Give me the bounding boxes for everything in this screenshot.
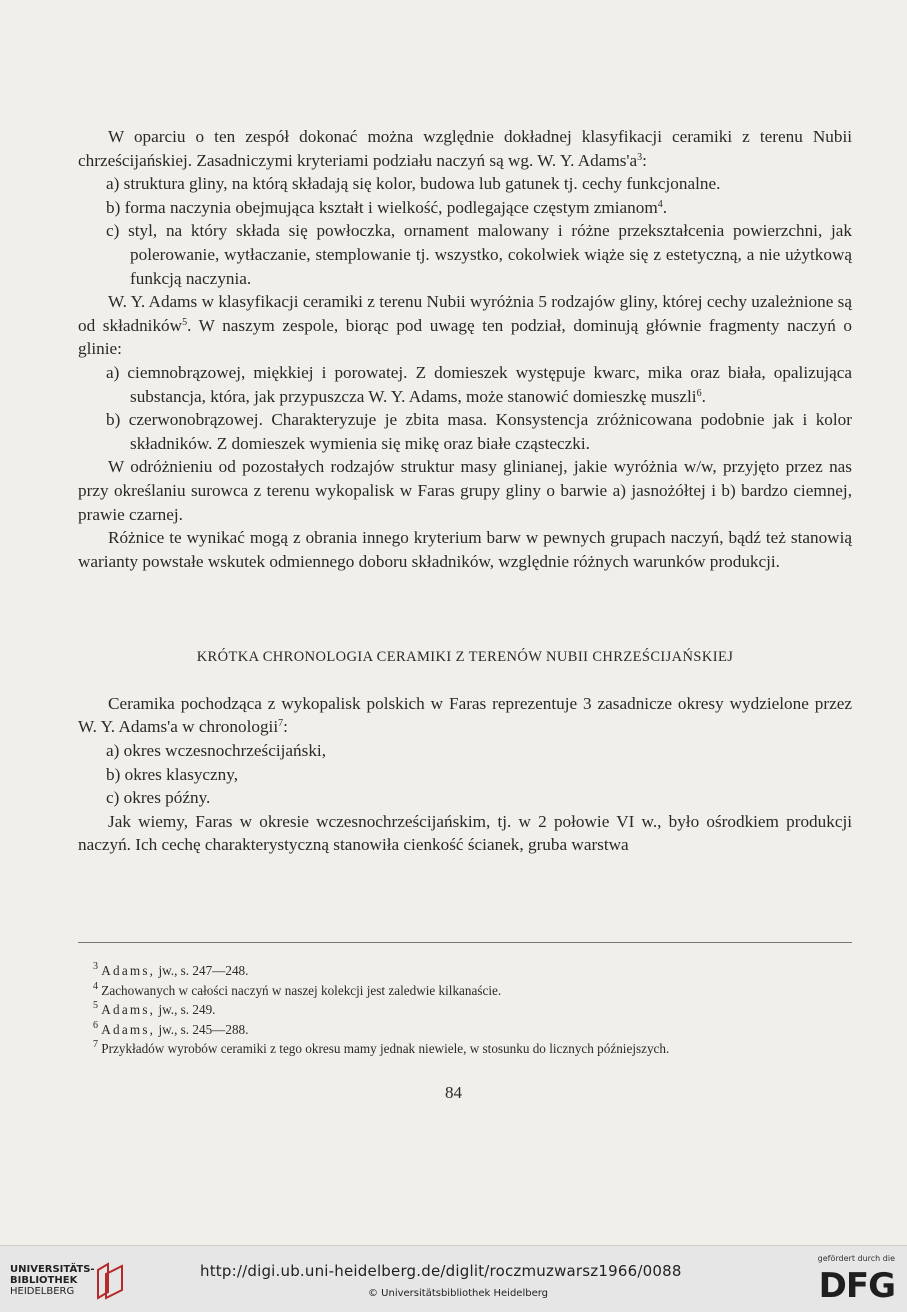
footnote: $^4$ Zachowanych w całości naczyń w naszej kolekcji jest zaledwie kilkanaście. — [93, 980, 502, 998]
permalink-url[interactable]: http://digi.ub.uni-heidelberg.de/diglit/roczmuzwarsz1966/0088 — [200, 1262, 682, 1280]
footnote-ref[interactable]: 5 — [182, 316, 188, 328]
footnotes — [78, 961, 868, 1059]
dfg-logo: DFG — [818, 1266, 895, 1306]
footnote-ref[interactable]: 6 — [696, 387, 702, 399]
footnote-ref[interactable]: 7 — [278, 718, 284, 730]
paragraph: Różnice te wynikać mogą z obrania innego kryterium barw w pewnych grupach naczyń, bądź też stanowią warianty powstałe wskutek odmiennego doboru składników, względnie różnych warunków produkcji. — [78, 528, 852, 571]
paragraph: W. Y. Adams w klasyfikacji ceramiki z terenu Nubii wyróżnia 5 rodzajów gliny, której cechy uzależnione są od składników$^5$. W naszym zespole, biorąc pod uwagę ten podział, dominują głównie fragmenty naczyń o glinie: — [78, 292, 853, 359]
footnote-number: 5 — [93, 1000, 98, 1012]
footnote-number: 7 — [93, 1039, 98, 1051]
paragraph: b) forma naczynia obejmująca kształt i wielkość, podlegające częstym zmianom$^4$. — [106, 197, 667, 217]
footnote-divider — [78, 942, 852, 943]
footnote-author: Adams, — [101, 1002, 156, 1018]
paragraph: Ceramika pochodząca z wykopalisk polskich w Faras reprezentuje 3 zasadnicze okresy wydzielone przez W. Y. Adams'a w chronologii$^7$: — [78, 693, 852, 737]
funding-caption: gefördert durch die — [817, 1254, 895, 1263]
footnote-author: Adams, — [101, 1021, 156, 1037]
paragraph: a) okres wczesnochrześcijański, — [106, 741, 326, 761]
footnote-ref[interactable]: 3 — [637, 151, 643, 163]
paragraph: Jak wiemy, Faras w okresie wczesnochrześcijańskim, tj. w 2 połowie VI w., było ośrodkiem produkcji naczyń. Ich cechę charakterystyczną stanowiła cienkość ścianek, gruba warstwa — [78, 811, 852, 855]
footnote: $^3$ Adams, jw., s. 247—248. — [93, 961, 249, 978]
footnote-number: 6 — [93, 1019, 98, 1031]
paragraph: a) struktura gliny, na którą składają się kolor, budowa lub gatunek tj. cechy funkcjonalne. — [106, 174, 721, 194]
paragraph: c) okres późny. — [106, 788, 211, 808]
copyright-notice: © Universitätsbibliothek Heidelberg — [368, 1288, 549, 1299]
library-name: UNIVERSITÄTS- BIBLIOTHEK HEIDELBERG — [10, 1264, 95, 1297]
library-logo-icon — [92, 1260, 128, 1300]
footnote: $^5$ Adams, jw., s. 249. — [93, 1000, 216, 1018]
footnote-author: Adams, — [101, 963, 156, 978]
footnote-ref[interactable]: 4 — [657, 198, 663, 210]
paragraph: b) czerwonobrązowej. Charakteryzuje je zbita masa. Konsystencja zróżnicowana podobnie jak i kolor składników. Z domieszek wymienia się mikę oraz białe cząsteczki. — [106, 410, 852, 453]
viewer-footer — [0, 1245, 907, 1312]
paragraph: W oparciu o ten zespół dokonać można względnie dokładnej klasyfikacji ceramiki z terenu Nubii chrześcijańskiej. Zasadniczymi kryteriami podziału naczyń są wg. W. Y. $Adams'a^3$: — [78, 127, 852, 170]
footnote: $^7$ Przykładów wyrobów ceramiki z tego okresu mamy jednak niewiele, w stosunku do licznych późniejszych. — [93, 1039, 670, 1057]
paragraph: a) ciemnobrązowej, miękkiej i porowatej. Z domieszek występuje kwarc, mika oraz biała, opalizująca substancja, która, jak przypuszcza W. Y. Adams, może stanowić domieszkę muszli$^6$. — [106, 362, 852, 406]
paragraph: b) okres klasyczny, — [106, 764, 239, 784]
paragraph: c) styl, na który składa się powłoczka, ornament malowany i różne przekształcenia powierzchni, jak polerowanie, wytłaczanie, stemplowanie tj. wszystko, cokolwiek wiąże się z estetyczną, a nie użytkową funkcją naczynia. — [106, 221, 852, 288]
section-heading: KRÓTKA CHRONOLOGIA CERAMIKI Z TERENÓW NUBII CHRZEŚCIJAŃSKIEJ — [196, 649, 734, 666]
footnote-number: 3 — [93, 961, 98, 972]
footnote: $^6$ Adams, jw., s. 245—288. — [93, 1019, 249, 1037]
body-text — [78, 125, 852, 857]
page-number: 84 — [445, 1083, 462, 1102]
paragraph: W odróżnieniu od pozostałych rodzajów struktur masy glinianej, jakie wyróżnia w/w, przyjęto przez nas przy określaniu surowca z terenu wykopalisk w Faras grupy gliny o barwie a) jasnożółtej i b) bardzo ciemnej, prawie czarnej. — [78, 457, 852, 524]
footnote-number: 4 — [93, 980, 98, 992]
